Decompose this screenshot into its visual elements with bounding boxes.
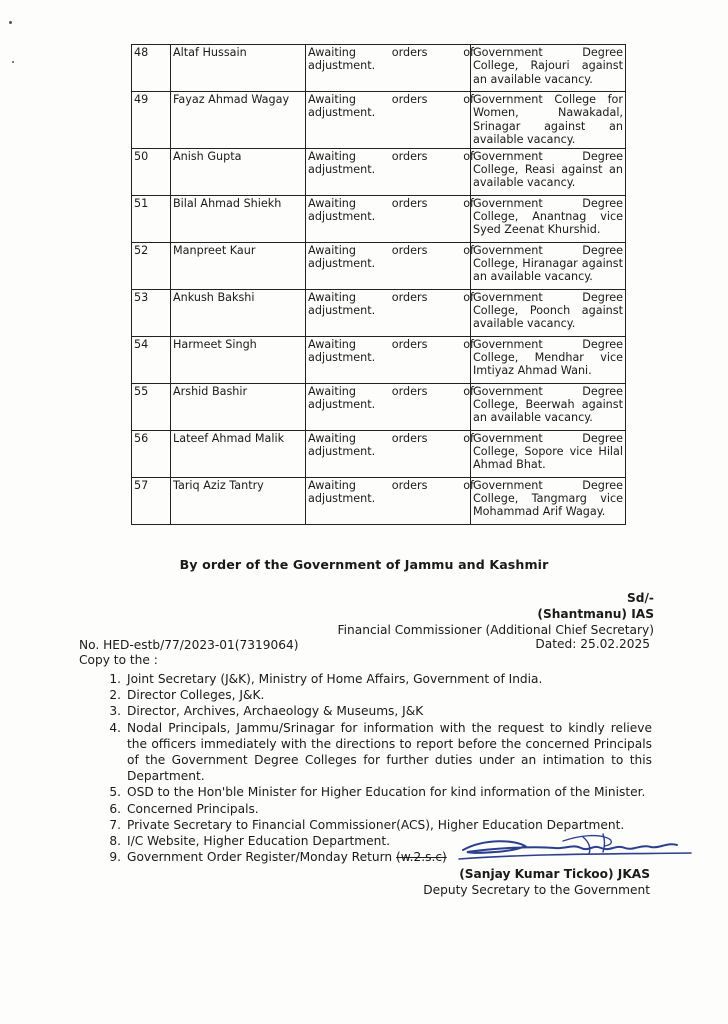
deputy-designation: Deputy Secretary to the Government (423, 883, 650, 897)
table-row (132, 148, 626, 195)
by-order-line: By order of the Government of Jammu and Kashmir (179, 557, 549, 572)
list-item-main-text: Private Secretary to Financial Commissioner(ACS), Higher Education Department. (127, 817, 625, 832)
posting-text: Government Degree College, Rajouri against an available vacancy. (473, 46, 623, 86)
list-item-text (127, 720, 652, 785)
list-item-main-text: Concerned Principals. (127, 801, 259, 816)
deputy-secretary-block (423, 866, 650, 898)
row-officer-name: Ankush Bakshi (171, 289, 306, 336)
table-row (132, 92, 626, 149)
list-item-main-text: Nodal Principals, Jammu/Srinagar for information with the request to kindly relieve the officers immediately with the directions to report before the concerned Principals of the Government Degree Colleges for further duties under an intimation to this Department. (127, 720, 652, 784)
list-item-number: 8. (109, 834, 121, 849)
row-serial-number: 51 (132, 195, 171, 242)
status-word: orders (391, 243, 428, 257)
row-serial-number: 50 (132, 148, 171, 195)
status-word: Awaiting (308, 290, 356, 304)
status-word: of (463, 290, 474, 304)
deputy-name: (Sanjay Kumar Tickoo) JKAS (459, 867, 650, 881)
list-item-number: 3. (109, 704, 121, 719)
list-item-main-text: Director Colleges, J&K. (127, 688, 265, 703)
status-word: adjustment. (308, 257, 376, 271)
status-word: of (463, 196, 474, 210)
status-word: Awaiting (308, 337, 356, 351)
row-status (306, 92, 474, 149)
row-officer-name: Bilal Ahmad Shiekh (171, 195, 306, 242)
status-word: of (463, 478, 474, 492)
orders-table (131, 44, 626, 525)
list-item (79, 784, 652, 800)
list-item (79, 720, 652, 785)
row-officer-name: Altaf Hussain (171, 45, 306, 92)
row-posting (471, 45, 626, 92)
row-officer-name: Manpreet Kaur (171, 242, 306, 289)
signatory-designation: Financial Commissioner (Additional Chief Secretary) (337, 623, 654, 637)
status-word: Awaiting (308, 196, 356, 210)
row-posting (471, 477, 626, 524)
status-word: adjustment. (308, 304, 376, 318)
row-status (306, 289, 474, 336)
list-item-main-text: I/C Website, Higher Education Department. (127, 834, 390, 849)
status-word: of (463, 243, 474, 257)
status-word: Awaiting (308, 478, 356, 492)
signatory-block (338, 590, 654, 638)
scan-speck (9, 21, 12, 24)
struck-text: (w.2.s.c) (395, 850, 447, 865)
status-word: of (463, 149, 474, 163)
status-word: of (463, 46, 474, 59)
status-word: orders (391, 384, 428, 398)
list-item-main-text: OSD to the Hon'ble Minister for Higher Education for kind information of the Minister. (127, 785, 646, 800)
list-item-number: 1. (109, 672, 121, 686)
list-item-number: 2. (109, 688, 121, 703)
order-date: Dated: 25.02.2025 (535, 637, 650, 651)
row-serial-number: 52 (132, 242, 171, 289)
table-row (132, 383, 626, 430)
row-officer-name: Tariq Aziz Tantry (171, 477, 306, 524)
status-word: Awaiting (308, 384, 356, 398)
status-word: Awaiting (308, 93, 356, 106)
list-item-main-text: Joint Secretary (J&K), Ministry of Home Affairs, Government of India. (127, 672, 543, 686)
row-posting (471, 92, 626, 149)
status-word: orders (391, 46, 428, 59)
row-officer-name: Fayaz Ahmad Wagay (171, 92, 306, 149)
row-posting (471, 430, 626, 477)
posting-text: Government Degree College, Poonch against available vacancy. (473, 290, 623, 331)
row-status (306, 336, 474, 383)
row-serial-number: 57 (132, 477, 171, 524)
table-row (132, 336, 626, 383)
status-word: of (463, 93, 474, 106)
table-row (132, 242, 626, 289)
signatory-sd: Sd/- (626, 591, 654, 605)
status-word: adjustment. (308, 106, 376, 120)
list-item-number: 9. (109, 850, 121, 865)
status-word: orders (391, 196, 428, 210)
row-serial-number: 55 (132, 383, 171, 430)
status-word: Awaiting (308, 243, 356, 257)
table-row (132, 430, 626, 477)
row-officer-name: Anish Gupta (171, 148, 306, 195)
status-word: orders (391, 290, 428, 304)
status-word: of (463, 431, 474, 445)
row-serial-number: 53 (132, 289, 171, 336)
posting-text: Government Degree College, Hiranagar against an available vacancy. (473, 243, 623, 284)
list-item-main-text: Government Order Register/Monday Return (127, 850, 393, 865)
row-posting (471, 383, 626, 430)
list-item-main-text: Director, Archives, Archaeology & Museums, J&K (127, 704, 424, 719)
posting-text: Government Degree College, Tangmarg vice Mohammad Arif Wagay. (473, 478, 623, 519)
row-serial-number: 48 (132, 45, 171, 92)
row-officer-name: Arshid Bashir (171, 383, 306, 430)
status-word: adjustment. (308, 398, 376, 412)
list-item (79, 801, 652, 817)
list-item (79, 671, 652, 687)
posting-text: Government Degree College, Reasi against an available vacancy. (473, 149, 623, 190)
list-item (79, 817, 652, 833)
row-posting (471, 148, 626, 195)
list-item-number: 7. (109, 817, 121, 832)
list-item (79, 687, 652, 703)
row-officer-name: Harmeet Singh (171, 336, 306, 383)
list-item-text (127, 703, 652, 719)
status-word: adjustment. (308, 351, 376, 365)
status-word: orders (391, 149, 428, 163)
row-status (306, 383, 474, 430)
status-word: orders (391, 431, 428, 445)
list-item-text (127, 801, 652, 817)
posting-text: Government Degree College, Mendhar vice Imtiyaz Ahmad Wani. (473, 337, 623, 378)
posting-text: Government Degree College, Anantnag vice Syed Zeenat Khurshid. (473, 196, 623, 237)
posting-text: Government Degree College, Beerwah against an available vacancy. (473, 384, 623, 425)
list-item-text (127, 687, 652, 703)
status-word: adjustment. (308, 210, 376, 224)
status-word: adjustment. (308, 492, 376, 506)
row-status (306, 45, 474, 92)
status-word: of (463, 384, 474, 398)
row-serial-number: 56 (132, 430, 171, 477)
row-status (306, 195, 474, 242)
row-serial-number: 54 (132, 336, 171, 383)
row-posting (471, 195, 626, 242)
list-item-number: 5. (109, 785, 121, 800)
order-number: No. HED-estb/77/2023-01(7319064) (79, 638, 299, 652)
status-word: orders (391, 93, 428, 106)
row-status (306, 430, 474, 477)
list-item-number: 4. (109, 720, 121, 735)
row-status (306, 148, 474, 195)
status-word: orders (391, 478, 428, 492)
status-word: Awaiting (308, 149, 356, 163)
list-item-text (127, 817, 652, 833)
list-item-text (127, 784, 652, 800)
copy-to-label: Copy to the : (79, 653, 158, 667)
row-officer-name: Lateef Ahmad Malik (171, 430, 306, 477)
table-row (132, 195, 626, 242)
row-posting (471, 336, 626, 383)
status-word: adjustment. (308, 163, 376, 177)
status-word: Awaiting (308, 46, 356, 59)
signatory-name: (Shantmanu) IAS (537, 607, 654, 621)
row-serial-number: 49 (132, 92, 171, 149)
list-item (79, 703, 652, 719)
status-word: adjustment. (308, 445, 376, 459)
table-row (132, 45, 626, 92)
table-row (132, 289, 626, 336)
row-status (306, 477, 474, 524)
list-item-text (127, 671, 652, 687)
status-word: adjustment. (308, 59, 376, 73)
scan-speck (12, 61, 14, 63)
list-item-number: 6. (109, 801, 121, 816)
status-word: of (463, 337, 474, 351)
row-status (306, 242, 474, 289)
posting-text: Government College for Women, Nawakadal, Srinagar against an available vacancy. (473, 93, 623, 147)
status-word: orders (391, 337, 428, 351)
status-word: Awaiting (308, 431, 356, 445)
row-posting (471, 289, 626, 336)
row-posting (471, 242, 626, 289)
table-row (132, 477, 626, 524)
posting-text: Government Degree College, Sopore vice Hilal Ahmad Bhat. (473, 431, 623, 472)
